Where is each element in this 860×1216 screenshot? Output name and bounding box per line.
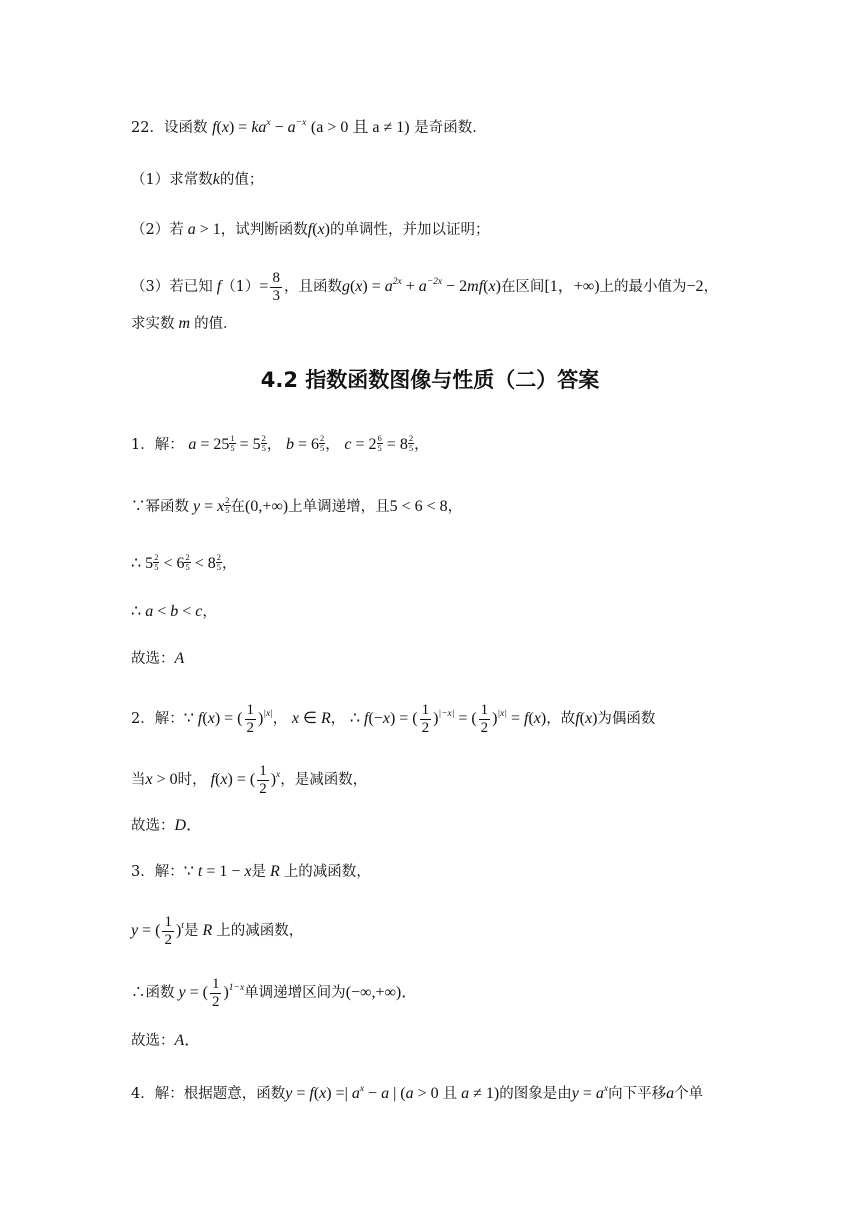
- q22-part2: （2）若 a > 1，试判断函数f(x)的单调性，并加以证明；: [131, 221, 490, 238]
- answer-3-line-2: y = ( $\frac{1}{2}$ )$^t$是 R 上的减函数，: [131, 914, 304, 948]
- answer-4-line-1: 4．解：根据题意，函数y = f(x) =| $a^x - a$ | (a > 0 且 a ≠ 1)的图象是由$y = a^x$向下平移a个单: [131, 1084, 704, 1102]
- answer-1-line-1: 1．解： a = 25 $\frac{1}{5}$ = 5 $\frac{2}{5}$ ， b = 6 $\frac{2}{5}$ ， c = 2 $\frac{6}{5}$ = 8 $\frac{2}{5}$ ，: [131, 433, 429, 453]
- answer-3-choice: 故选：A．: [131, 1032, 201, 1049]
- answer-1-line-3: ∴ 5 $\frac{2}{5}$ < 6 $\frac{2}{5}$ < 8 $\frac{2}{5}$ ，: [131, 552, 237, 572]
- answer-2-line-2: 当x > 0时， f(x) = ( $\frac{1}{2}$ )$^x$，是减函数，: [131, 763, 368, 797]
- answer-2-line-1: 2．解：∵ f(x) = ( $\frac{1}{2}$ )$^{|x|}$， x ∈ R， ∴ f(−x) = ( $\frac{1}{2}$ )$^{|-x|}$ = ( $\frac{1}{2}$ )$^{|x|}$ = f(x)，故f(x)为偶函数: [131, 702, 656, 736]
- answer-3-line-1: 3．解：∵ t = 1 − x是 R 上的减函数，: [131, 863, 371, 880]
- q22-part3: （3）若已知 f（1）= $\frac{8}{3}$ ，且函数$g(x) = a^{2x} + a^{-2x} - 2mf(x)$在区间[1，+∞)上的最小值为−2，: [131, 270, 719, 304]
- q22-part1: （1）求常数k的值；: [131, 171, 264, 188]
- q22-condition: (a > 0 且 a ≠ 1): [310, 119, 410, 136]
- answer-2-choice: 故选：D．: [131, 817, 203, 834]
- section-heading: 4.2 指数函数图像与性质（二）答案: [260, 368, 600, 392]
- q22-statement: 22．设函数 $f(x) = ka^x - a^{-x}$ (a > 0 且 a ≠ 1) 是奇函数．: [131, 118, 487, 136]
- answer-3-line-3: ∴函数 y = ( $\frac{1}{2}$ )$^{1-x}$单调递增区间为(−∞,+∞)．: [131, 976, 418, 1010]
- q22-part3-cont: 求实数 m 的值．: [131, 315, 238, 332]
- q22-label: 22．设函数: [131, 120, 208, 136]
- answer-1-line-2: ∵幂函数 y = x $\frac{2}{5}$ 在(0,+∞)上单调递增，且5 < 6 < 8，: [131, 495, 463, 515]
- answer-1-line-4: ∴ a < b < c，: [131, 603, 217, 620]
- fraction-8-3: $\frac{8}{3}$: [272, 270, 280, 304]
- answer-1-choice: 故选：A: [131, 650, 185, 667]
